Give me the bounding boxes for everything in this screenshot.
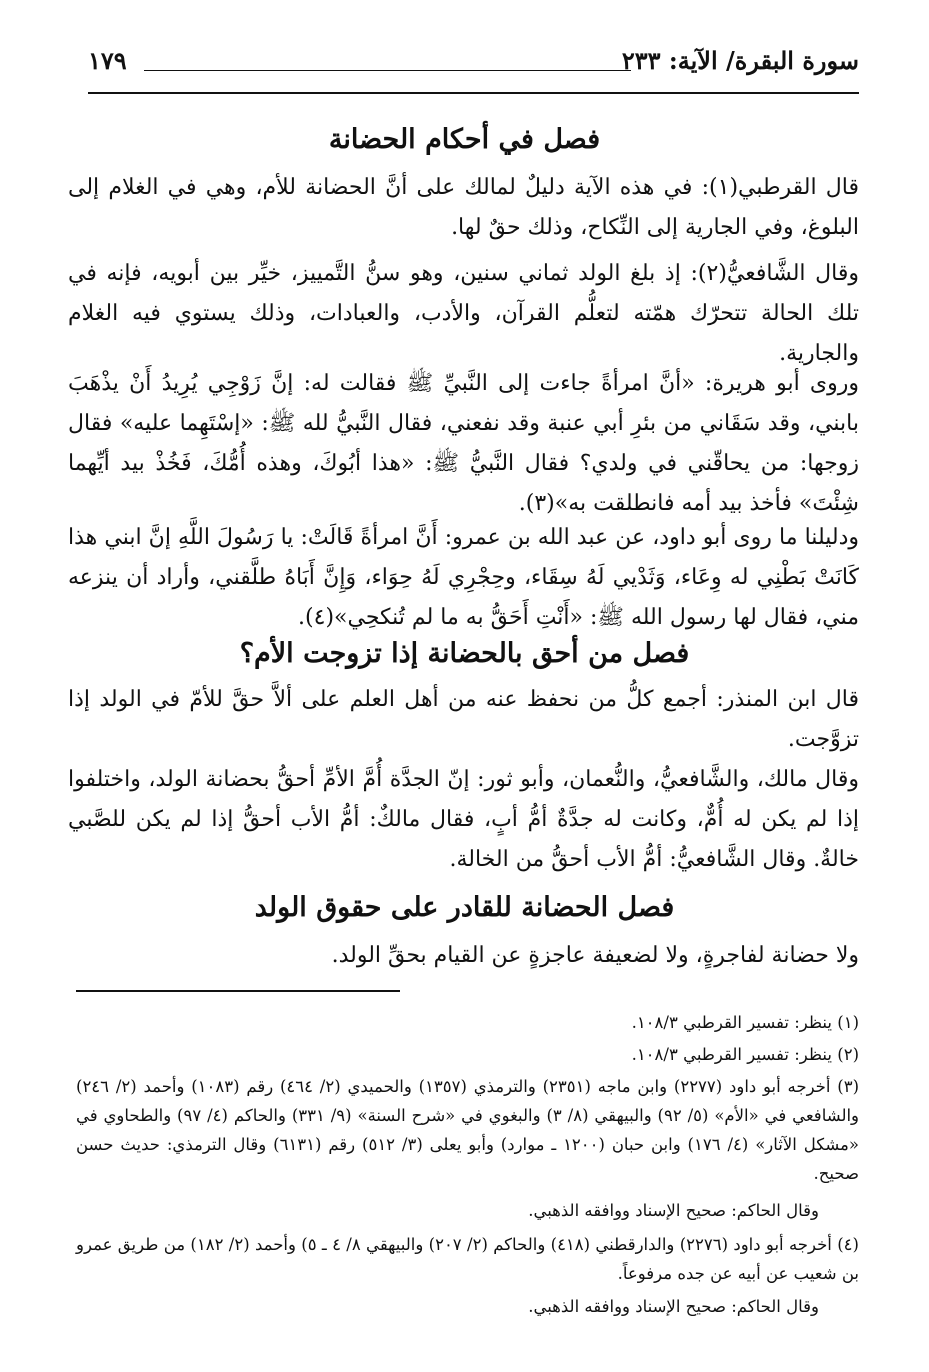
section-heading-remarriage: فصل من أحق بالحضانة إذا تزوجت الأم؟: [239, 638, 690, 669]
paragraph-abu-hurayra: وروى أبو هريرة: «أنَّ امرأةً جاءت إلى النَّبيِّ ﷺ فقالت له: إنَّ زَوْجِي يُرِيدُ أَنْ يذْهَبَ بابني، وقد سَقَاني من بئرِ أبي عنبة وقد نفعني، فقال النَّبيُّ لله ﷺ: «إسْتَهِما عليه» فقال زوجها: من يحاقّني في ولدي؟ فقال النَّبيُّ ﷺ: «هذا أبُوكَ، وهذه أُمُّكَ، فَخُذْ بيد أيِّهما شِئْتَ» فأخذ بيد أمه فانطلقت به»(٣).: [68, 371, 859, 516]
footnote-3-hakim-note: وقال الحاكم: صحيح الإسناد ووافقه الذهبي.: [528, 1201, 819, 1220]
section-heading-custody-rulings: فصل في أحكام الحضانة: [328, 124, 601, 155]
surah-reference: سورة البقرة/ الآية: ٢٣٣: [621, 46, 859, 75]
paragraph-abu-dawud: ودليلنا ما روى أبو داود، عن عبد الله بن عمرو: أَنَّ امرأةً قَالَتْ: يا رَسُولَ اللَّهِ إنَّ ابني هذا كَانَتْ بَطْنِي له وِعَاء، وَثَدْيي لَهُ سِقَاء، وحِجْرِي لَهُ حِوَاء، وَإِنَّ أَبَاهُ طلَّقني، وأراد أن ينزعه مني، فقال لها رسول الله ﷺ: «أَنْتِ أَحَقُّ به ما لم تُنكحِي»(٤).: [68, 525, 859, 630]
page-number: ١٧٩: [88, 46, 127, 75]
paragraph-ibn-mundhir: قال ابن المنذر: أجمع كلُّ من نحفظ عنه من أهل العلم على ألاَّ حقَّ للأمّ في الولد إذا تزوَّجت.: [68, 687, 859, 752]
footnote-1: (١) ينظر: تفسير القرطبي ١٠٨/٣.: [631, 1013, 859, 1032]
footnote-2: (٢) ينظر: تفسير القرطبي ١٠٨/٣.: [631, 1045, 859, 1064]
section-heading-capable-custodian: فصل الحضانة للقادر على حقوق الولد: [254, 892, 675, 923]
header-rule: [144, 70, 631, 71]
footnote-3: (٣) أخرجه أبو داود (٢٢٧٧) وابن ماجه (٢٣٥١) والترمذي (١٣٥٧) والحميدي (٢/ ٤٦٤) رقم (١٠٨٣) وأحمد (٢/ ٢٤٦) والشافعي في «الأم» (٥/ ٩٢) والبيهقي (٨/ ٣) والبغوي في «شرح السنة» (٩/ ٣٣١) والحاكم (٤/ ٩٧) والطحاوي في «مشكل الآثار» (٤/ ١٧٦) وابن حبان (١٢٠٠ ـ موارد) وأبو يعلى (٣/ ٥١٢) رقم (٦١٣١) وقال الترمذي: حديث حسن صحيح.: [76, 1077, 860, 1183]
paragraph-no-custody: ولا حضانة لفاجرةٍ، ولا لضعيفة عاجزةٍ عن القيام بحقِّ الولد.: [331, 943, 859, 968]
footnote-4: (٤) أخرجه أبو داود (٢٢٧٦) والدارقطني (٤١٨) والحاكم (٢/ ٢٠٧) والبيهقي ٨/ ٤ ـ ٥) وأحمد (٢/ ١٨٢) من طريق عمرو بن شعيب عن أبيه عن جده مرفوعاً.: [76, 1235, 859, 1283]
running-header: [88, 42, 859, 94]
paragraph-malik-grandmother: وقال مالك، والشَّافعيُّ، والنُّعمان، وأبو ثور: إنّ الجدَّة أُمَّ الأمِّ أحقُّ بحضانة الولد، واختلفوا إذا لم يكن له أُمٌّ، وكانت له جدَّةٌ أمُّ أبٍ، فقال مالكٌ: أمُّ الأب أحقُّ إذا لم يكن للصَّبي خالةٌ. وقال الشَّافعيُّ: أمُّ الأب أحقُّ من الخالة.: [68, 767, 859, 872]
footnote-separator: [76, 990, 400, 992]
footnote-4-hakim-note: وقال الحاكم: صحيح الإسناد ووافقه الذهبي.: [528, 1297, 819, 1316]
paragraph-qurtubi: قال القرطبي(١): في هذه الآية دليلٌ لمالك على أنَّ الحضانة للأم، وهي في الغلام إلى البلوغ، وفي الجارية إلى النِّكاح، وذلك حقٌ لها.: [68, 175, 859, 240]
paragraph-shafii: وقال الشَّافعيُّ(٢): إذ بلغ الولد ثماني سنين، وهو سنُّ التَّمييز، خيِّر بين أبويه، فإنه في تلك الحالة تتحرّك همّته لتعلُّم القرآن، والأدب، والعبادات، وذلك يستوي فيه الغلام والجارية.: [68, 261, 860, 366]
